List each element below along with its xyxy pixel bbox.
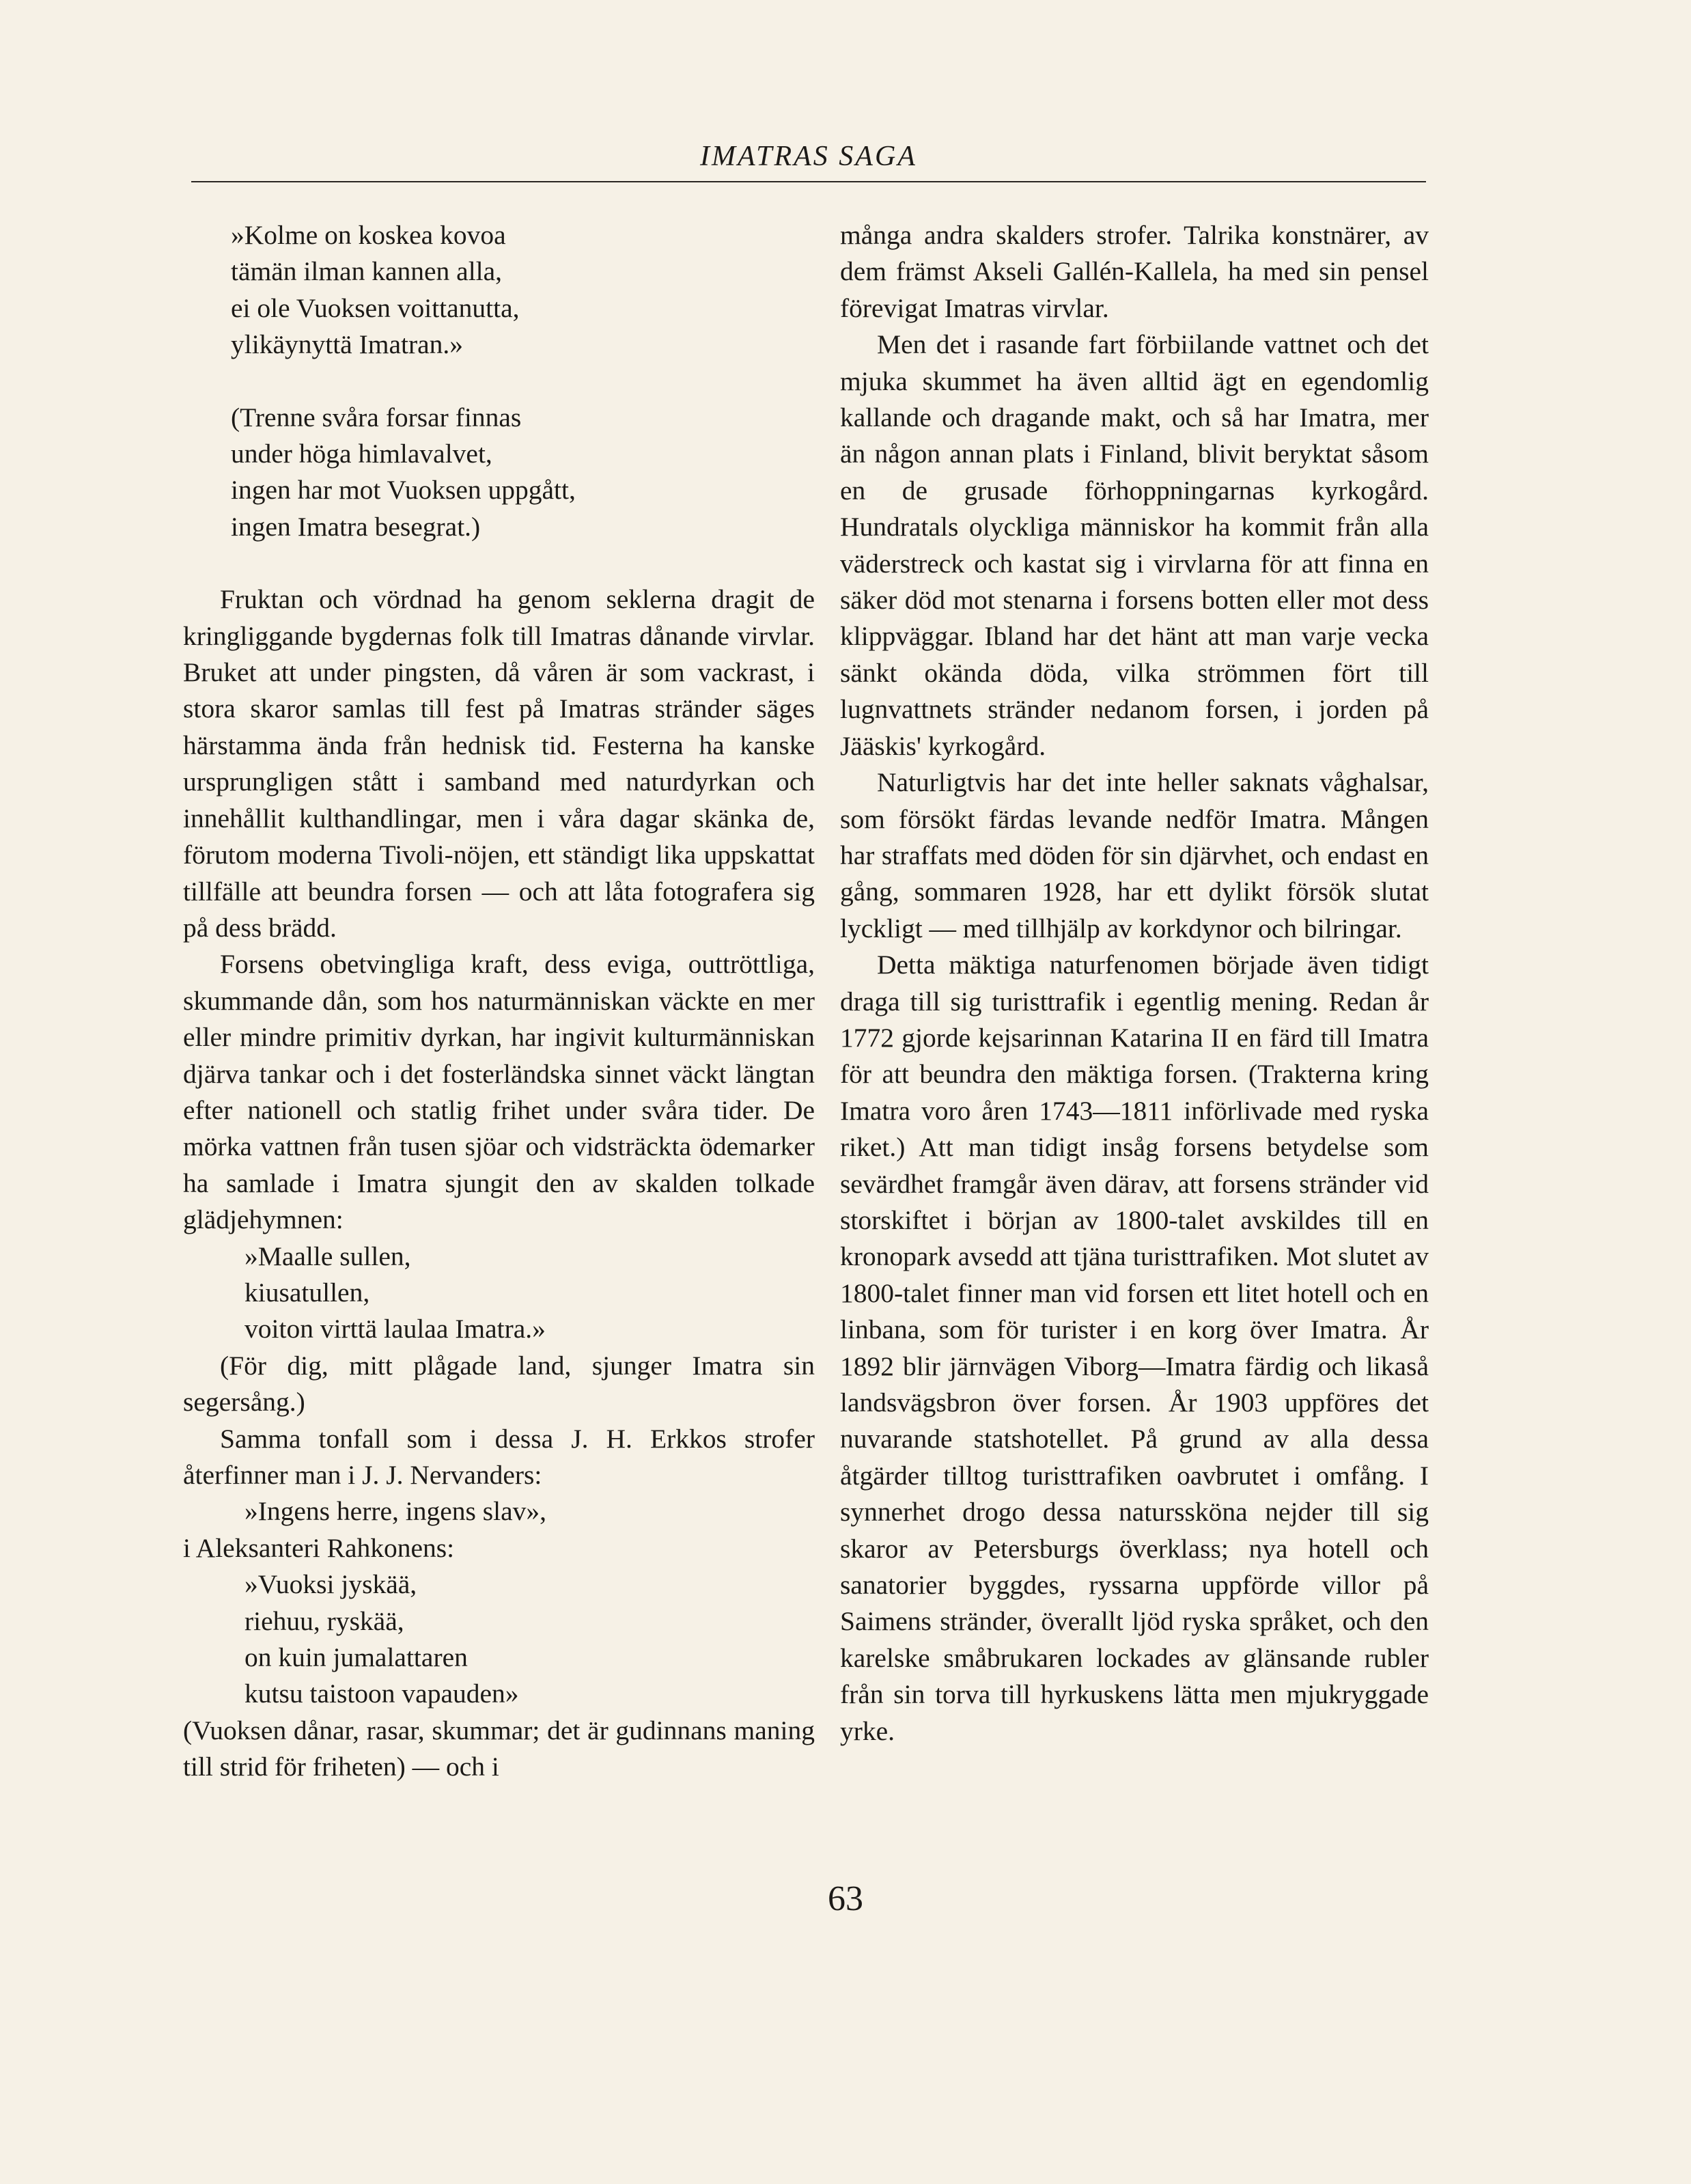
- verse-line: »Ingens herre, ingens slav»,: [244, 1496, 547, 1527]
- verse-finnish: [183, 217, 815, 363]
- verse-line: »Kolme on koskea kovoa: [231, 220, 506, 250]
- verse-hymn: [183, 1239, 815, 1348]
- paragraph: Men det i rasande fart förbiilande vattnet och det mjuka skummet ha även alltid ägt en egendomlig kallande och dragande makt, och så har Imatra, mer än någon annan plats i Finland, blivit beryktat såsom en de grusade förhoppningarnas kyrkogård. Hundratals olyckliga människor ha kommit från alla väderstreck och kastat sig i virvlarna för att finna en säker död mot stenarna i forsens botten eller mot dess klippväggar. Ibland har det hänt att man varje vecka sänkt okända döda, vilka strömmen fört till lugnvattnets stränder nedanom forsen, i jorden på Jääskis' kyrkogård.: [840, 329, 1429, 761]
- left-column: [183, 217, 815, 1786]
- paragraph: Fruktan och vördnad ha genom seklerna dragit de kringliggande bygdernas folk till Imatras dånande virvlar. Bruket att under pingsten, då våren är som vackrast, i stora skaror samlas till fest på Imatras stränder säges härstamma ända från hednisk tid. Festerna ha kanske ursprungligen stått i samband med naturdyrkan och innehållit kulthandlingar, men i våra dagar skänka de, förutom moderna Tivoli-nöjen, ett ständigt lika uppskattat tillfälle att beundra forsen — och att låta fotografera sig på dess brädd.: [183, 584, 815, 943]
- verse-line: »Vuoksi jyskää,: [244, 1569, 417, 1600]
- header-rule: [191, 181, 1426, 182]
- paragraph: (För dig, mitt plågade land, sjunger Imatra sin segersång.): [183, 1350, 815, 1418]
- right-column: [840, 217, 1429, 1750]
- verse-line: on kuin jumalattaren: [244, 1642, 468, 1673]
- paragraph: Forsens obetvingliga kraft, dess eviga, outtröttliga, skummande dån, som hos naturmänniskan väckte en mer eller mindre primitiv dyrkan, har ingivit kulturmänniskan djärva tankar och i det fosterländska sinnet väckt längtan efter nationell och statlig frihet under svåra tider. De mörka vattnen från tusen sjöar och vidsträckta ödemarker ha samlade i Imatra sjungit den av skalden tolkade glädjehymnen:: [183, 949, 815, 1235]
- verse-line: »Maalle sullen,: [244, 1241, 411, 1271]
- paragraph: Naturligtvis har det inte heller saknats våghalsar, som försökt färdas levande nedför Imatra. Mången har straffats med döden för sin djärvhet, och endast en gång, sommaren 1928, har ett dylikt försök slutat lyckligt — med tillhjälp av korkdynor och bilringar.: [840, 767, 1429, 943]
- page-number: 63: [828, 1879, 863, 1918]
- verse-line: under höga himlavalvet,: [231, 439, 492, 469]
- paragraph: i Aleksanteri Rahkonens:: [183, 1532, 455, 1563]
- paragraph: Detta mäktiga naturfenomen började även tidigt draga till sig turisttrafik i egentlig mening. Redan år 1772 gjorde kejsarinnan Katarina II en färd till Imatra för att beundra den mäktiga forsen. (Trakterna kring Imatra voro åren 1743—1811 införlivade med ryska riket.) Att man tidigt insåg forsens betydelse som sevärdhet framgår även därav, att forsens stränder vid storskiftet i början av 1800-talet avskildes till en kronopark avsedd att tjäna turisttrafiken. Mot slutet av 1800-talet finner man vid forsen ett litet hotell och en linbana, som för turister i en korg över Imatra. År 1892 blir järnvägen Viborg—Imatra färdig och likaså landsvägsbron över forsen. År 1903 uppföres det nuvarande statshotellet. På grund av alla dessa åtgärder tilltog turisttrafiken oavbrutet i omfång. I synnerhet drogo dessa naturssköna nejder till sig skaror av Petersburgs överklass; nya hotell och sanatorier byggdes, ryssarna uppförde villor på Saimens stränder, överallt ljöd ryska språket, och den karelske småbrukaren lockades av glänsande rubler från sin torva till hyrkuskens lätta men mjukryggade yrke.: [840, 950, 1429, 1746]
- verse-rahkonen: [183, 1566, 815, 1713]
- running-header: IMATRAS SAGA: [700, 141, 917, 172]
- verse-line: kutsu taistoon vapauden»: [244, 1678, 519, 1709]
- verse-line: kiusatullen,: [244, 1277, 370, 1308]
- verse-line: (Trenne svåra forsar finnas: [231, 402, 522, 432]
- paragraph: många andra skalders strofer. Talrika konstnärer, av dem främst Akseli Gallén-Kallela, ha med sin pensel förevigat Imatras virvlar.: [840, 220, 1429, 323]
- verse-quote: [183, 1493, 815, 1530]
- verse-line: tämän ilman kannen alla,: [231, 256, 503, 287]
- verse-line: riehuu, ryskää,: [244, 1605, 404, 1636]
- verse-line: ylikäynyttä Imatran.»: [231, 329, 464, 360]
- verse-line: voiton virttä laulaa Imatra.»: [244, 1314, 546, 1344]
- verse-line: ingen har mot Vuoksen uppgått,: [231, 475, 576, 506]
- paragraph: Samma tonfall som i dessa J. H. Erkkos strofer återfinner man i J. J. Nervanders:: [183, 1423, 815, 1490]
- paragraph: (Vuoksen dånar, rasar, skummar; det är gudinnans maning till strid för friheten) — och i: [183, 1715, 815, 1782]
- verse-swedish: [183, 400, 815, 546]
- verse-line: ei ole Vuoksen voittanutta,: [231, 292, 520, 323]
- verse-line: ingen Imatra besegrat.): [231, 511, 481, 542]
